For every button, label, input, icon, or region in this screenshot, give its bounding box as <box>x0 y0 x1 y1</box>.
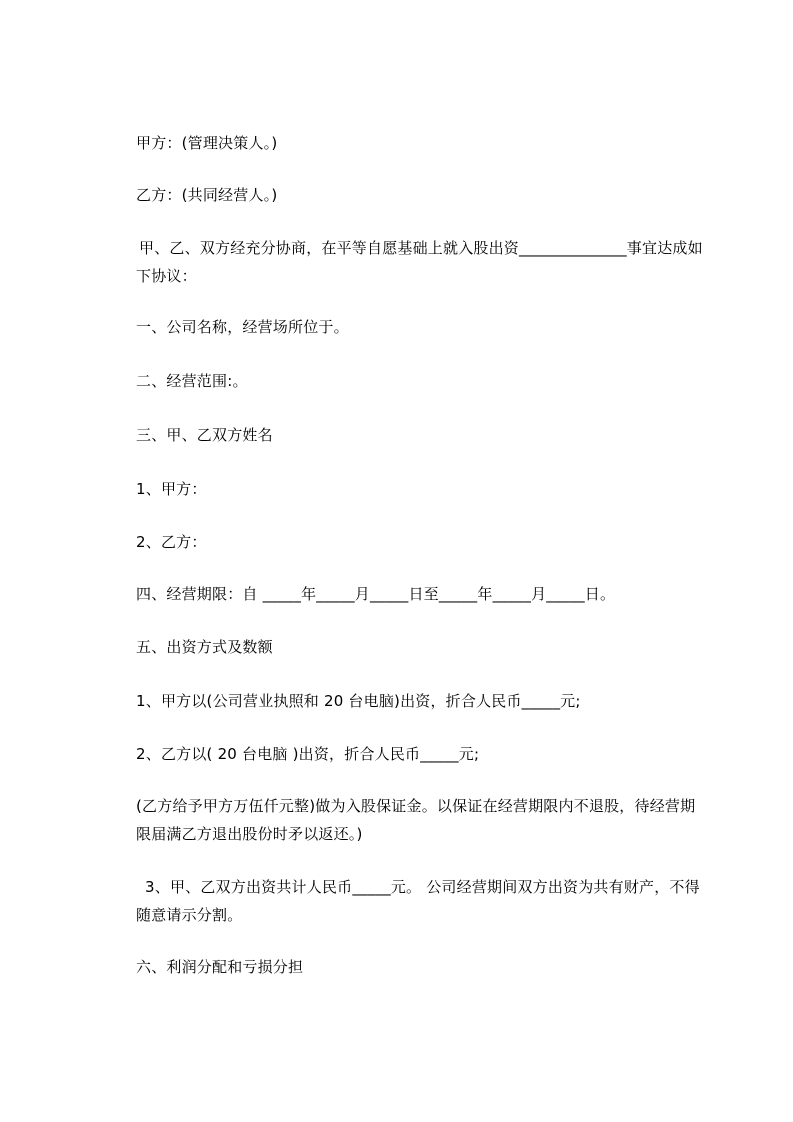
clause-3-party-b: 2、乙方： <box>136 533 207 551</box>
clause-5-party-b: 2、乙方以( 20 台电脑 )出资，折合人民币_____元; <box>136 745 480 763</box>
clause-2: 二、经营范围:。 <box>136 372 248 390</box>
party-b-line: 乙方：(共同经营人。) <box>136 186 278 204</box>
clause-3-party-a: 1、甲方： <box>136 480 207 498</box>
party-a-line: 甲方：(管理决策人。) <box>136 134 278 152</box>
clause-5-total: 3、甲、乙双方出资共计人民币_____元。 公司经营期间双方出资为共有财产，不得随意请示分割。 <box>136 878 700 924</box>
clause-6: 六、利润分配和亏损分担 <box>136 958 304 976</box>
clause-5-party-a: 1、甲方以(公司营业执照和 20 台电脑)出资，折合人民币_____元; <box>136 692 581 710</box>
intro-paragraph: 甲、乙、双方经充分协商，在平等自愿基础上就入股出资______________事宜达成如下协议： <box>136 239 703 285</box>
clause-5-note: (乙方给予甲方万伍仟元整)做为入股保证金。以保证在经营期限内不退股，待经营期限届满乙方退出股份时矛以返还。) <box>136 797 696 843</box>
clause-5: 五、出资方式及数额 <box>136 638 273 656</box>
clause-1: 一、公司名称，经营场所位于。 <box>136 318 349 336</box>
clause-3: 三、甲、乙双方姓名 <box>136 426 273 444</box>
clause-4: 四、经营期限：自 _____年_____月_____日至_____年_____月_____日。 <box>136 585 616 603</box>
